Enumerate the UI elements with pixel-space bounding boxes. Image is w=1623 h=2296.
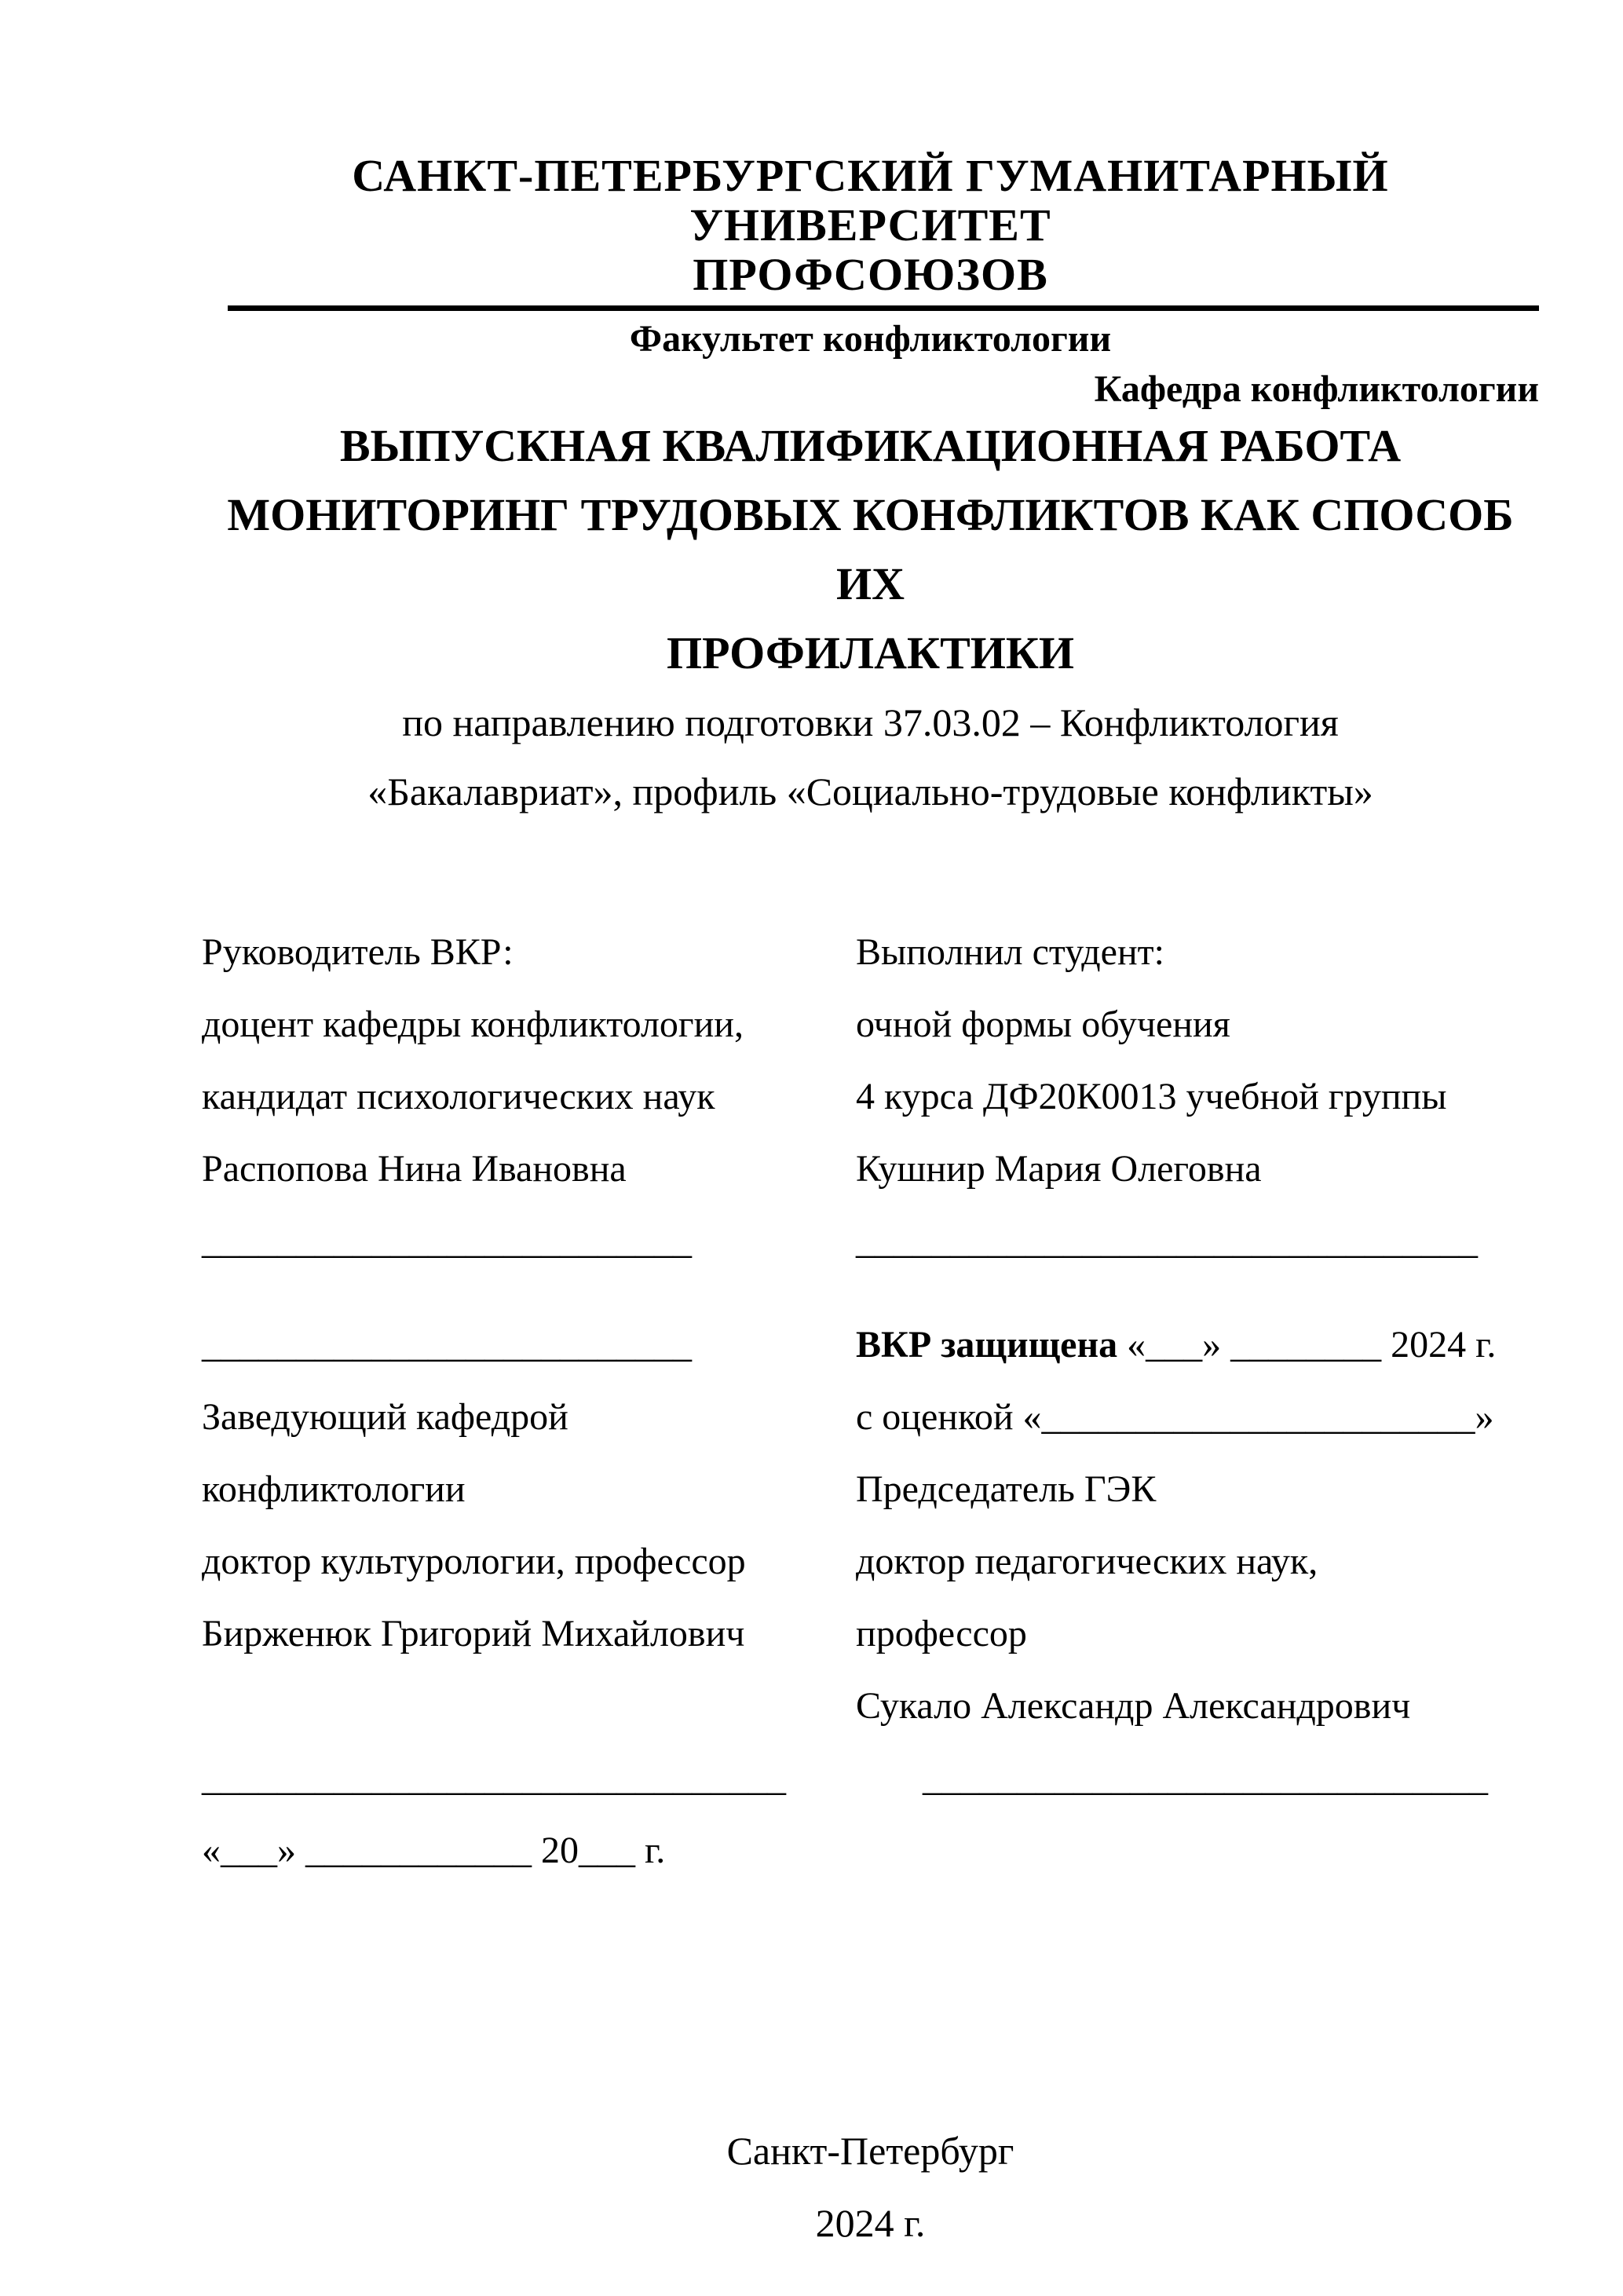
head-title-line2: конфликтологии (202, 1468, 466, 1510)
footer-year: 2024 г. (815, 2201, 926, 2245)
signatures-section (202, 916, 1539, 1887)
head-bottom-signature-line: _______________________________ (202, 1757, 786, 1799)
thesis-title-line2: ПРОФИЛАКТИКИ (666, 627, 1075, 678)
chair-degree: доктор педагогических наук, (856, 1541, 1318, 1582)
student-label: Выполнил студент: (856, 931, 1164, 973)
defense-status-line (856, 1309, 1539, 1381)
student-group: 4 курса ДФ20К0013 учебной группы (856, 1076, 1447, 1117)
footer-city: Санкт-Петербург (726, 2129, 1014, 2173)
empty-row (856, 1815, 1539, 1887)
empty-row (202, 1670, 856, 1742)
grade-line: с оценкой «_______________________» (856, 1396, 1494, 1438)
left-column (202, 916, 856, 1887)
supervisor-label: Руководитель ВКР: (202, 931, 514, 973)
student-signature-line: _________________________________ (856, 1220, 1478, 1262)
title-block (202, 411, 1539, 826)
right-column (856, 916, 1539, 1887)
work-type-heading: ВЫПУСКНАЯ КВАЛИФИКАЦИОННАЯ РАБОТА (339, 420, 1402, 471)
head-name: Бирженюк Григорий Михайлович (202, 1613, 745, 1654)
supervisor-name: Распопова Нина Ивановна (202, 1148, 627, 1190)
chair-name: Сукало Александр Александрович (856, 1685, 1411, 1727)
university-name-line1: САНКТ-ПЕТЕРБУРГСКИЙ ГУМАНИТАРНЫЙ УНИВЕРСИТЕТ (352, 150, 1389, 250)
student-name: Кушнир Мария Олеговна (856, 1148, 1262, 1190)
head-date-line: «___» ____________ 20___ г. (202, 1830, 666, 1871)
thesis-title-line1: МОНИТОРИНГ ТРУДОВЫХ КОНФЛИКТОВ КАК СПОСОБ ИХ (227, 489, 1514, 609)
department-name: Кафедра конфликтологии (1094, 368, 1539, 410)
head-degree: доктор культурологии, профессор (202, 1541, 746, 1582)
header-divider (228, 305, 1539, 311)
chair-rank: профессор (856, 1613, 1027, 1654)
defense-status-rest: «___» ________ 2024 г. (1117, 1324, 1497, 1366)
head-signature-line: __________________________ (202, 1324, 692, 1366)
column-gap (856, 1278, 1539, 1309)
head-title-line1: Заведующий кафедрой (202, 1396, 568, 1438)
university-name-line2: ПРОФСОЮЗОВ (693, 249, 1048, 300)
supervisor-position: доцент кафедры конфликтологии, (202, 1004, 744, 1045)
defense-status-bold: ВКР защищена (856, 1324, 1118, 1366)
student-study-form: очной формы обучения (856, 1004, 1230, 1045)
program-line: по направлению подготовки 37.03.02 – Конфликтология (402, 700, 1339, 744)
column-gap (202, 1278, 856, 1309)
chair-signature-line: ______________________________ (923, 1757, 1488, 1799)
profile-line: «Бакалавриат», профиль «Социально-трудовые конфликты» (367, 770, 1373, 813)
supervisor-signature-line: __________________________ (202, 1220, 692, 1262)
footer-block (202, 2115, 1539, 2259)
supervisor-degree: кандидат психологических наук (202, 1076, 715, 1117)
faculty-name: Факультет конфликтологии (629, 318, 1112, 360)
gek-chair-label: Председатель ГЭК (856, 1468, 1157, 1510)
